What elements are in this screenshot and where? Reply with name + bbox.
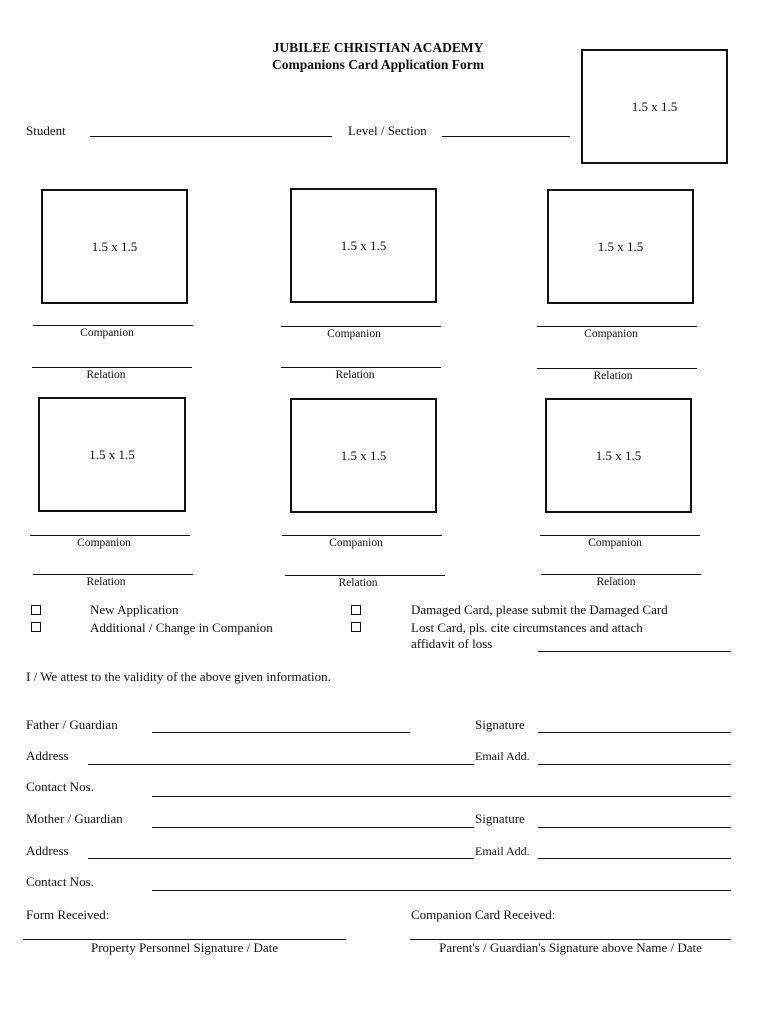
companion-photo-box (290, 188, 437, 303)
student-field[interactable] (90, 136, 332, 137)
companion-label: Companion (584, 328, 638, 340)
companion-name-field[interactable] (30, 535, 190, 536)
parent-signature-label: Parent's / Guardian's Signature above Name / Date (439, 940, 702, 955)
companion-photo-box (545, 398, 692, 513)
companion-name-field[interactable] (537, 326, 697, 327)
relation-label: Relation (338, 577, 378, 589)
photo-size-label: 1.5 x 1.5 (631, 99, 678, 114)
companion-photo-box (38, 397, 186, 512)
companion-photo-box (547, 189, 694, 304)
companion-name-field[interactable] (282, 535, 442, 536)
father-guardian-label: Father / Guardian (26, 717, 118, 732)
companion-photo-box (41, 189, 188, 304)
father-guardian-field[interactable] (152, 732, 410, 733)
companion-photo-box (290, 398, 437, 513)
companion-label: Companion (588, 537, 642, 549)
contact-label: Contact Nos. (26, 779, 94, 794)
card-received-label: Companion Card Received: (411, 907, 556, 922)
contact-label: Contact Nos. (26, 874, 94, 889)
new-application-label: New Application (90, 602, 179, 617)
lost-card-label: Lost Card, pls. cite circumstances and attach (411, 620, 643, 635)
student-photo-box (581, 49, 728, 164)
relation-field[interactable] (541, 574, 701, 575)
school-name: JUBILEE CHRISTIAN ACADEMY (272, 40, 484, 55)
photo-size-label: 1.5 x 1.5 (340, 238, 387, 253)
level-section-field[interactable] (442, 136, 570, 137)
father-contact-field[interactable] (152, 796, 731, 797)
companion-label: Companion (327, 328, 381, 340)
relation-field[interactable] (285, 575, 445, 576)
photo-size-label: 1.5 x 1.5 (91, 239, 138, 254)
relation-field[interactable] (281, 367, 441, 368)
affidavit-field[interactable] (538, 651, 731, 652)
father-signature-field[interactable] (538, 732, 731, 733)
address-label: Address (26, 748, 69, 763)
additional-change-checkbox[interactable] (31, 622, 41, 632)
signature-label: Signature (475, 811, 525, 826)
new-application-checkbox[interactable] (31, 605, 41, 615)
father-address-field[interactable] (88, 764, 474, 765)
relation-label: Relation (593, 370, 633, 382)
relation-label: Relation (86, 576, 126, 588)
attestation-text: I / We attest to the validity of the above given information. (26, 669, 331, 684)
mother-contact-field[interactable] (152, 890, 731, 891)
mother-signature-field[interactable] (538, 827, 731, 828)
form-title: Companions Card Application Form (272, 57, 484, 72)
damaged-card-checkbox[interactable] (351, 605, 361, 615)
companion-label: Companion (77, 537, 131, 549)
signature-label: Signature (475, 717, 525, 732)
relation-field[interactable] (33, 574, 193, 575)
lost-card-label-cont: affidavit of loss (411, 636, 493, 651)
companion-label: Companion (329, 537, 383, 549)
level-section-label: Level / Section (348, 123, 427, 138)
mother-guardian-field[interactable] (152, 827, 474, 828)
photo-size-label: 1.5 x 1.5 (89, 447, 135, 462)
photo-size-label: 1.5 x 1.5 (597, 239, 644, 254)
property-signature-label: Property Personnel Signature / Date (90, 940, 278, 955)
photo-size-label: 1.5 x 1.5 (595, 448, 642, 463)
relation-field[interactable] (32, 367, 192, 368)
mother-guardian-label: Mother / Guardian (26, 811, 123, 826)
father-email-field[interactable] (538, 764, 731, 765)
additional-change-label: Additional / Change in Companion (90, 620, 273, 635)
form-received-label: Form Received: (26, 907, 110, 922)
damaged-card-label: Damaged Card, please submit the Damaged Card (411, 602, 668, 617)
address-label: Address (26, 843, 69, 858)
email-label: Email Add. (475, 749, 530, 763)
photo-size-label: 1.5 x 1.5 (340, 448, 387, 463)
lost-card-checkbox[interactable] (351, 622, 361, 632)
email-label: Email Add. (475, 844, 530, 858)
companion-name-field[interactable] (33, 325, 193, 326)
relation-label: Relation (596, 576, 636, 588)
relation-label: Relation (86, 369, 126, 381)
relation-field[interactable] (537, 368, 697, 369)
mother-address-field[interactable] (88, 858, 474, 859)
student-label: Student (26, 123, 66, 138)
mother-email-field[interactable] (538, 858, 731, 859)
relation-label: Relation (335, 369, 375, 381)
companion-name-field[interactable] (540, 535, 700, 536)
companion-name-field[interactable] (281, 326, 441, 327)
companion-label: Companion (80, 327, 134, 339)
